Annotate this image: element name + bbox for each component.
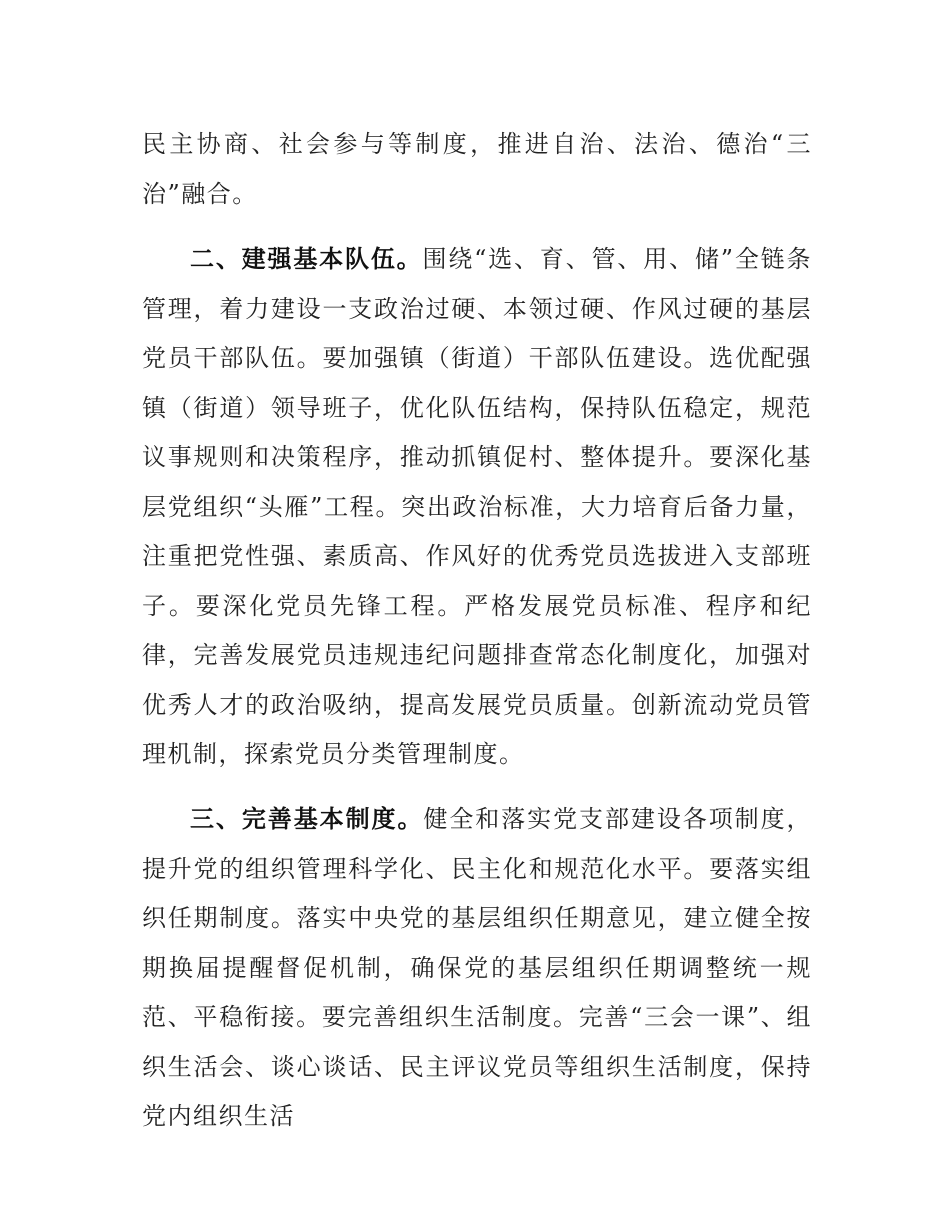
paragraph-text xyxy=(142,795,812,1142)
paragraph-body: 民主协商、社会参与等制度，推进自治、法治、德治“三治”融合。 xyxy=(142,130,812,208)
paragraph-improve-system xyxy=(142,795,812,1142)
section-heading: 二、建强基本队伍。 xyxy=(190,245,423,273)
paragraph-body: 健全和落实党支部建设各项制度，提升党的组织管理科学化、民主化和规范化水平。要落实组织任期制度。落实中央党的基层组织任期意见，建立健全按期换届提醒督促机制，确保党的基层组织任期调整统一规范、平稳衔接。要完善组织生活制度。完善“三会一课”、组织生活会、谈心谈话、民主评议党员等组织生活制度，保持党内组织生活 xyxy=(142,805,813,1130)
paragraph-body: 围绕“选、育、管、用、储”全链条管理，着力建设一支政治过硬、本领过硬、作风过硬的基层党员干部队伍。要加强镇（街道）干部队伍建设。选优配强镇（街道）领导班子，优化队伍结构，保持队伍稳定，规范议事规则和决策程序，推动抓镇促村、整体提升。要深化基层党组织“头雁”工程。突出政治标准，大力培育后备力量，注重把党性强、素质高、作风好的优秀党员选拔进入支部班子。要深化党员先锋工程。严格发展党员标准、程序和纪律，完善发展党员违规违纪问题排查常态化制度化，加强对优秀人才的政治吸纳，提高发展党员质量。创新流动党员管理机制，探索党员分类管理制度。 xyxy=(142,245,812,768)
paragraph-text xyxy=(142,235,812,780)
paragraph-build-team xyxy=(142,235,812,780)
section-heading: 三、完善基本制度。 xyxy=(190,805,424,833)
paragraph-continued xyxy=(142,120,812,219)
